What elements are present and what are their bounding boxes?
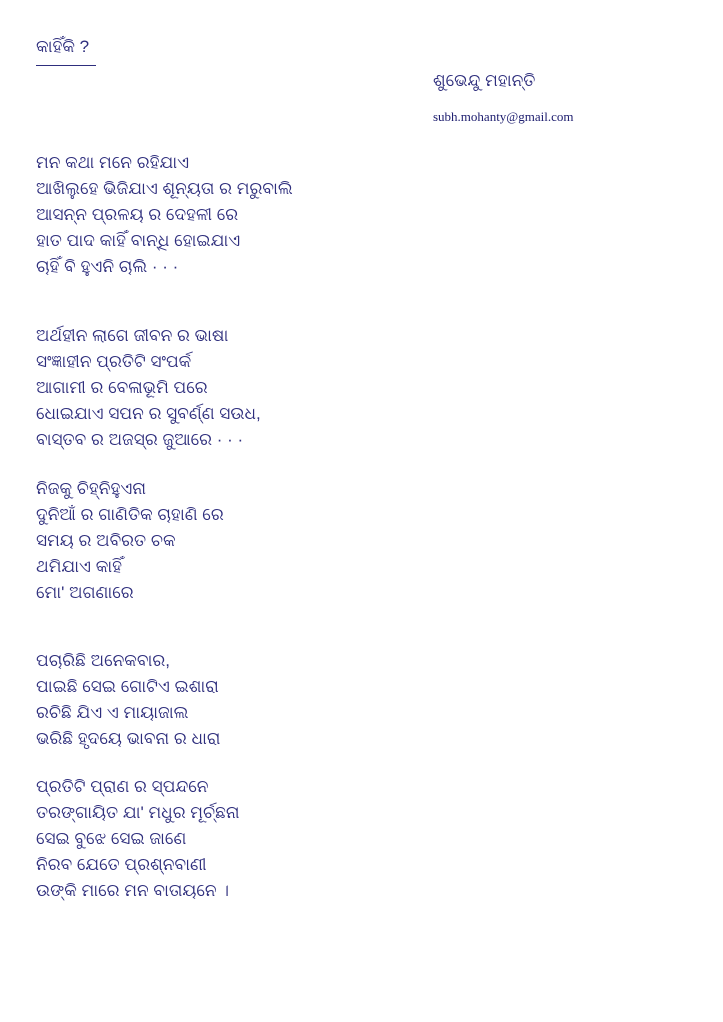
poem-line: ପାଇଛି ସେଇ ଗୋଟିଏ ଇଶାରା <box>36 677 219 696</box>
poem-line: ଭରିଛି ହୃଦୟେ ଭାବନା ର ଧାରା <box>36 729 221 748</box>
author-email: subh.mohanty@gmail.com <box>433 109 574 124</box>
stanza <box>36 150 293 280</box>
stanza <box>36 323 293 453</box>
poem-line: ନିରବ ଯେତେ ପ୍ରଶ୍ନବାଣୀ <box>36 855 207 874</box>
poem-line: ମୋ' ଅଗଣାରେ <box>36 583 134 602</box>
poem-line: ଅର୍ଥହୀନ ଲାଗେ ଜୀବନ ର ଭାଷା <box>36 326 229 345</box>
poem-line: ମନ କଥା ମନେ ରହିଯାଏ <box>36 153 190 172</box>
author-block <box>433 70 574 125</box>
stanza <box>36 774 293 904</box>
poem-line: ଆଗାମୀ ର ବେଳାଭୂମି ପରେ <box>36 378 208 397</box>
poem-line: ଦୁନିଆଁ ର ଗାଣିତିକ ଚାହାଣି ରେ <box>36 505 224 524</box>
poem-line: ଉଙ୍କି ମାରେ ମନ ବାତାୟନେ । <box>36 881 230 900</box>
poem-line: ରଚିଛି ଯିଏ ଏ ମାୟାଜାଲ <box>36 703 189 722</box>
poem-line: ଥମିଯାଏ କାହିଁ <box>36 557 123 576</box>
poem-line: ଚାହିଁ ବି ହୁଏନି ଚାଲି · · · <box>36 257 179 276</box>
poem-line: ଆସନ୍ନ ପ୍ରଳୟ ର ଦେହଳୀ ରେ <box>36 205 239 224</box>
poem-body <box>36 150 293 904</box>
poem-line: ପ୍ରତିଟି ପ୍ରାଣ ର ସ୍ପନ୍ଦନେ <box>36 777 209 796</box>
poem-line: ହାତ ପାଦ କାହିଁ ବାନ୍ଧି ହୋଇଯାଏ <box>36 231 241 250</box>
poem-line: ଧୋଇଯାଏ ସପନ ର ସୁବର୍ଣ୍ଣ ସଉଧ, <box>36 404 261 423</box>
poem-line: ତରଙ୍ଗାୟିତ ଯା' ମଧୁର ମୂର୍ଚ୍ଛନା <box>36 803 240 822</box>
poem-line: ବାସ୍ତବ ର ଅଜସ୍ର ଜୁଆରେ · · · <box>36 430 244 449</box>
stanza <box>36 648 293 752</box>
poem-line: ସଂଜ୍ଞାହୀନ ପ୍ରତିଟି ସଂପର୍କ <box>36 352 192 371</box>
page-title: କାହିଁକି ? <box>36 36 96 66</box>
poem-line: ପଚାରିଛି ଅନେକବାର, <box>36 651 170 670</box>
author-name: ଶୁଭେନ୍ଦୁ ମହାନ୍ତି <box>433 71 536 90</box>
poem-line: ଆଖିଲୁହେ ଭିଜିଯାଏ ଶୂନ୍ୟତା ର ମରୁବାଲି <box>36 179 293 198</box>
poem-line: ସମୟ ର ଅବିରତ ଚକ <box>36 531 176 550</box>
stanza <box>36 476 293 606</box>
poem-line: ନିଜକୁ ଚିହ୍ନିହୁଏନା <box>36 479 146 498</box>
poem-line: ସେଇ ବୁଝେ ସେଇ ଜାଣେ <box>36 829 187 848</box>
